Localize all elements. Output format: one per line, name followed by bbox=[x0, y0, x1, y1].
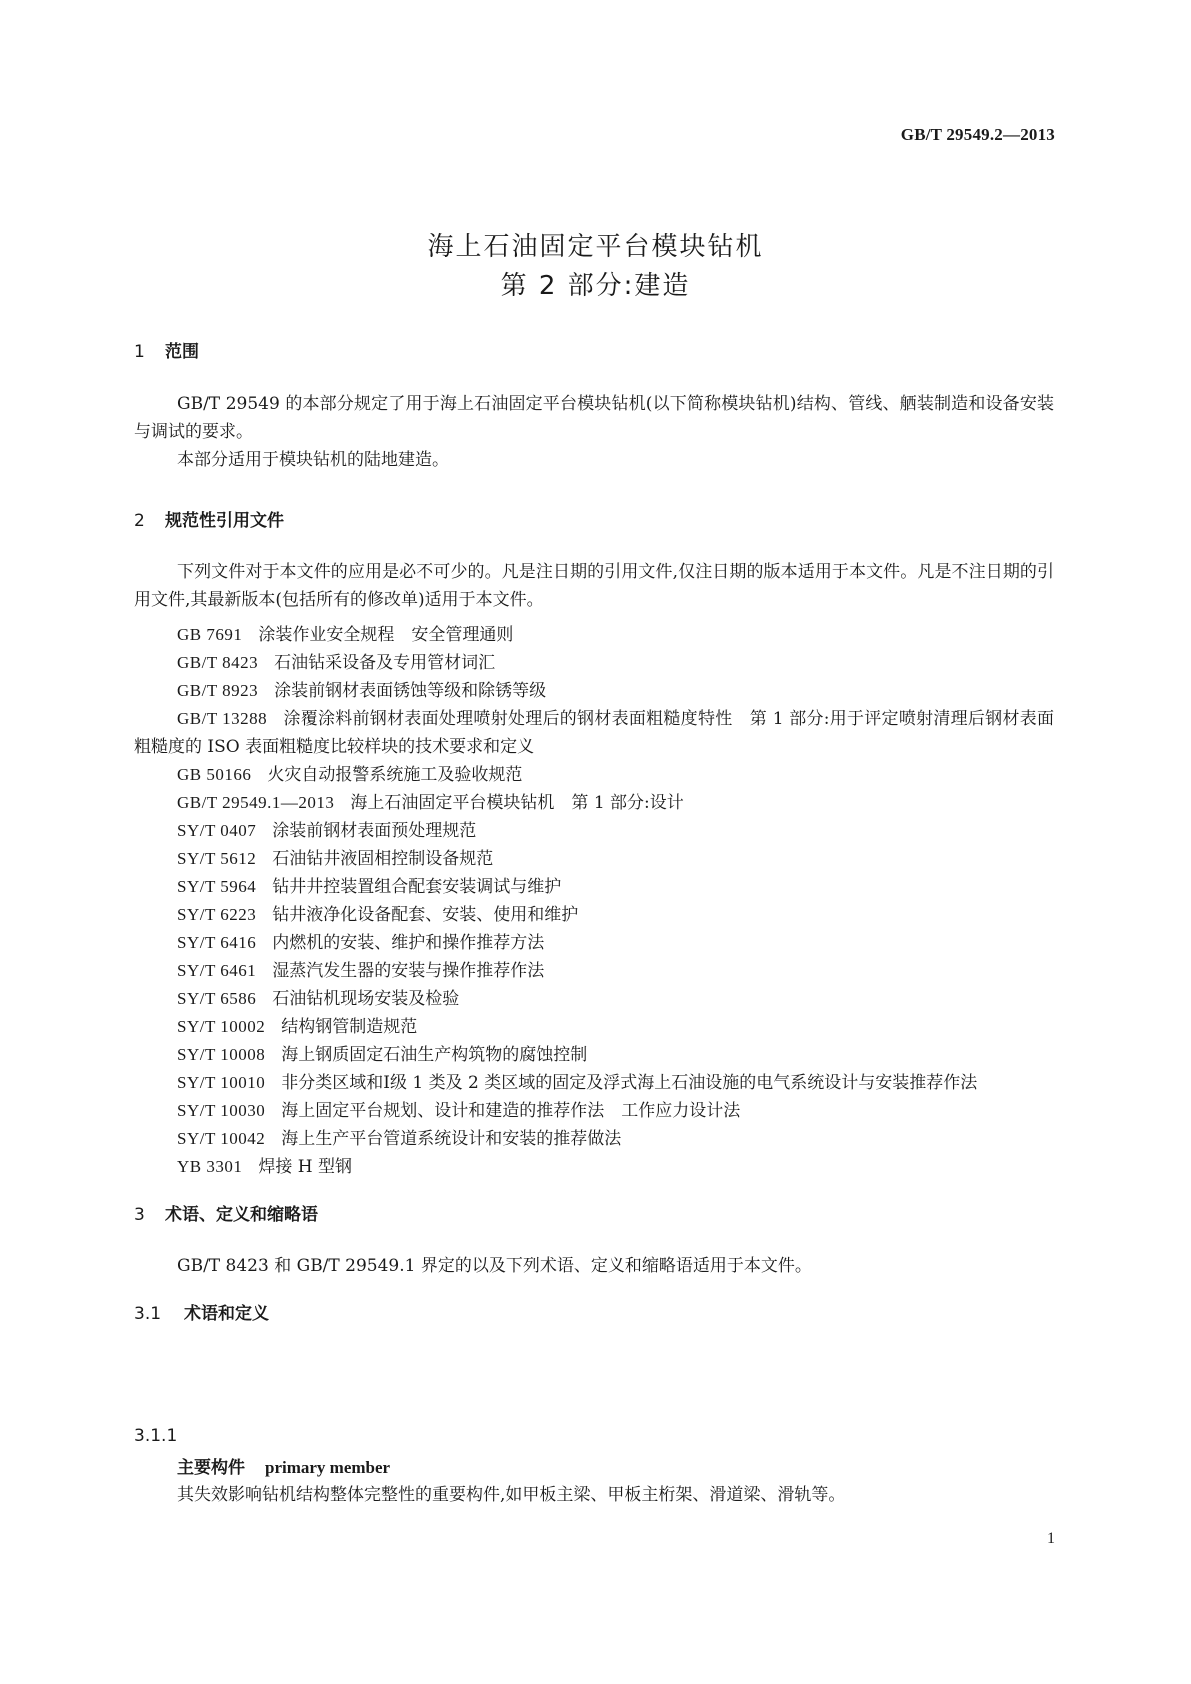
reference-title: 火灾自动报警系统施工及验收规范 bbox=[267, 765, 523, 785]
reference-code: SY/T 6416 bbox=[177, 933, 257, 952]
reference-code: GB 7691 bbox=[177, 625, 243, 644]
reference-code: SY/T 10010 bbox=[177, 1073, 266, 1092]
reference-item bbox=[134, 1097, 1054, 1125]
reference-item bbox=[134, 621, 1054, 649]
reference-item bbox=[134, 901, 1054, 929]
document-title: 海上石油固定平台模块钻机 bbox=[427, 232, 764, 262]
reference-item bbox=[134, 1041, 1054, 1069]
reference-title: 内燃机的安装、维护和操作推荐方法 bbox=[272, 933, 545, 953]
reference-code: SY/T 6586 bbox=[177, 989, 257, 1008]
reference-list bbox=[134, 621, 1054, 1181]
reference-code: SY/T 0407 bbox=[177, 821, 257, 840]
reference-item bbox=[134, 789, 1054, 817]
section-number: 2 bbox=[134, 511, 145, 531]
section-title: 规范性引用文件 bbox=[165, 511, 284, 531]
reference-item bbox=[134, 705, 1054, 761]
reference-title: 结构钢管制造规范 bbox=[281, 1017, 418, 1037]
reference-title: 湿蒸汽发生器的安装与操作推荐作法 bbox=[272, 961, 545, 981]
reference-item bbox=[134, 1125, 1054, 1153]
page-number: 1 bbox=[1047, 1530, 1055, 1547]
reference-title: 海上石油固定平台模块钻机 第 1 部分:设计 bbox=[350, 793, 684, 813]
reference-title: 钻井液净化设备配套、安装、使用和维护 bbox=[272, 905, 579, 925]
section-number: 3 bbox=[134, 1205, 145, 1225]
reference-item bbox=[134, 677, 1054, 705]
reference-code: GB/T 8923 bbox=[177, 681, 259, 700]
section-3-heading bbox=[134, 1200, 318, 1225]
subsection-number: 3.1 bbox=[134, 1304, 162, 1324]
section-1-heading bbox=[134, 337, 199, 362]
reference-title: 石油钻井液固相控制设备规范 bbox=[272, 849, 494, 869]
reference-code: SY/T 6461 bbox=[177, 961, 257, 980]
reference-code: SY/T 10042 bbox=[177, 1129, 266, 1148]
references-intro: 下列文件对于本文件的应用是必不可少的。凡是注日期的引用文件,仅注日期的版本适用于本文件。凡是不注日期的引用文件,其最新版本(包括所有的修改单)适用于本文件。 bbox=[134, 562, 1054, 610]
reference-title: 海上钢质固定石油生产构筑物的腐蚀控制 bbox=[281, 1045, 588, 1065]
reference-code: SY/T 5964 bbox=[177, 877, 257, 896]
reference-title: 涂覆涂料前钢材表面处理喷射处理后的钢材表面粗糙度特性 第 1 部分:用于评定喷射清理后钢材表面粗糙度的 ISO 表面粗糙度比较样块的技术要求和定义 bbox=[134, 709, 1054, 757]
term-definition: 其失效影响钻机结构整体完整性的重要构件,如甲板主梁、甲板主桁架、滑道梁、滑轨等。 bbox=[177, 1485, 846, 1505]
term-number: 3.1.1 bbox=[134, 1426, 178, 1446]
reference-item bbox=[134, 817, 1054, 845]
reference-item bbox=[134, 1153, 1054, 1181]
reference-code: YB 3301 bbox=[177, 1157, 243, 1176]
term-heading bbox=[177, 1453, 390, 1478]
reference-title: 涂装作业安全规程 安全管理通则 bbox=[258, 625, 514, 645]
scope-paragraph: GB/T 29549 的本部分规定了用于海上石油固定平台模块钻机(以下简称模块钻机)结构、管线、舾装制造和设备安装与调试的要求。 bbox=[134, 394, 1054, 442]
section-title: 范围 bbox=[165, 342, 199, 362]
reference-code: GB/T 13288 bbox=[177, 709, 268, 728]
reference-item bbox=[134, 929, 1054, 957]
reference-title: 涂装前钢材表面锈蚀等级和除锈等级 bbox=[274, 681, 547, 701]
reference-code: GB/T 8423 bbox=[177, 653, 259, 672]
reference-code: SY/T 10002 bbox=[177, 1017, 266, 1036]
section-title: 术语、定义和缩略语 bbox=[165, 1205, 318, 1225]
terms-intro: GB/T 8423 和 GB/T 29549.1 界定的以及下列术语、定义和缩略语适用于本文件。 bbox=[177, 1256, 812, 1276]
section-2-heading bbox=[134, 506, 284, 531]
reference-item bbox=[134, 873, 1054, 901]
reference-title: 石油钻采设备及专用管材词汇 bbox=[274, 653, 496, 673]
reference-title: 涂装前钢材表面预处理规范 bbox=[272, 821, 477, 841]
reference-code: SY/T 5612 bbox=[177, 849, 257, 868]
reference-item bbox=[134, 957, 1054, 985]
standard-number: GB/T 29549.2—2013 bbox=[900, 125, 1055, 144]
term-english: primary member bbox=[265, 1458, 391, 1477]
reference-title: 海上固定平台规划、设计和建造的推荐作法 工作应力设计法 bbox=[281, 1101, 741, 1121]
reference-title: 石油钻机现场安装及检验 bbox=[272, 989, 460, 1009]
reference-item bbox=[134, 845, 1054, 873]
reference-title: 海上生产平台管道系统设计和安装的推荐做法 bbox=[281, 1129, 622, 1149]
reference-code: SY/T 6223 bbox=[177, 905, 257, 924]
document-subtitle: 第 2 部分:建造 bbox=[500, 271, 691, 301]
reference-item bbox=[134, 649, 1054, 677]
subsection-title: 术语和定义 bbox=[184, 1304, 269, 1324]
reference-title: 钻井井控装置组合配套安装调试与维护 bbox=[272, 877, 562, 897]
reference-code: GB 50166 bbox=[177, 765, 252, 784]
reference-code: SY/T 10008 bbox=[177, 1045, 266, 1064]
reference-item bbox=[134, 1013, 1054, 1041]
reference-code: GB/T 29549.1—2013 bbox=[177, 793, 335, 812]
section-number: 1 bbox=[134, 342, 145, 362]
reference-code: SY/T 10030 bbox=[177, 1101, 266, 1120]
term-chinese: 主要构件 bbox=[177, 1458, 245, 1478]
scope-applicability: 本部分适用于模块钻机的陆地建造。 bbox=[177, 450, 449, 470]
reference-item bbox=[134, 1069, 1054, 1097]
reference-item bbox=[134, 985, 1054, 1013]
reference-title: 焊接 H 型钢 bbox=[258, 1157, 353, 1177]
subsection-3-1-heading bbox=[134, 1299, 269, 1324]
reference-title: 非分类区域和Ⅰ级 1 类及 2 类区域的固定及浮式海上石油设施的电气系统设计与安装推荐作法 bbox=[281, 1073, 978, 1093]
reference-item bbox=[134, 761, 1054, 789]
